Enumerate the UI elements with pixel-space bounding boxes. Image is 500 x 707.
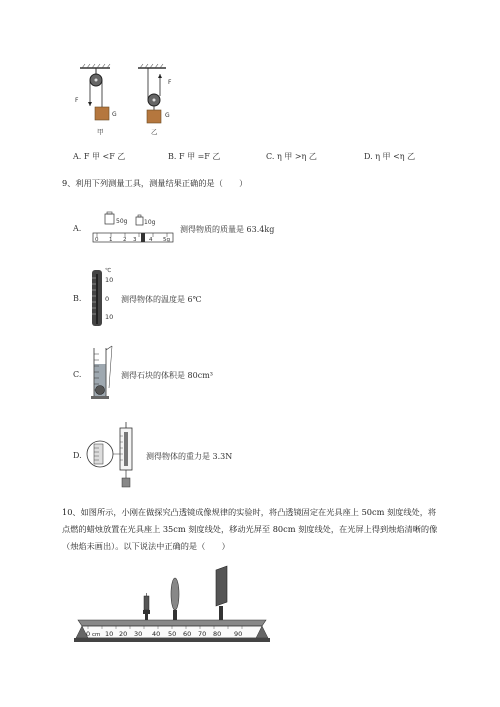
option-text: η 甲 >η 乙 bbox=[276, 152, 317, 161]
option-text: F 甲 <F 乙 bbox=[83, 152, 126, 161]
weight-50g-label: 50g bbox=[116, 218, 128, 225]
scale-tick-3: 3 bbox=[133, 237, 137, 243]
scale-tick-4: 4 bbox=[149, 237, 153, 243]
option-letter: D. bbox=[364, 152, 373, 161]
q9-option-d-text: 测得物体的重力是 3.3N bbox=[146, 452, 233, 461]
thermo-mark-mid: 0 bbox=[105, 295, 110, 303]
q8-option-a[interactable] bbox=[73, 151, 125, 162]
option-text: η 甲 <η 乙 bbox=[375, 152, 416, 161]
bench-tick-0: 0 bbox=[86, 630, 91, 638]
bench-tick-90: 90 bbox=[234, 630, 243, 638]
thermometer-unit: ℃ bbox=[105, 268, 112, 274]
bench-tick-30: 30 bbox=[134, 630, 143, 638]
option-letter: C. bbox=[266, 152, 275, 161]
q10-line-3: （烛焰未画出）。以下说法中正确的是（ ） bbox=[62, 541, 230, 551]
q9-title: 9、利用下列测量工具，测量结果正确的是（ ） bbox=[62, 178, 248, 188]
scale-tick-0: 0 bbox=[95, 237, 99, 243]
scale-tick-1: 1 bbox=[109, 237, 113, 243]
bench-tick-50: 50 bbox=[168, 630, 177, 638]
q10-line-2: 点燃的蜡烛放置在光具座上 35cm 刻度线处，移动光屏至 80cm 刻度线处，在光屏上得到烛焰清晰的像 bbox=[62, 524, 438, 534]
q9-option-c-text: 测得石块的体积是 80cm³ bbox=[121, 371, 213, 380]
q9-option-a-letter[interactable]: A. bbox=[73, 224, 82, 233]
bench-tick-60: 60 bbox=[183, 630, 192, 638]
force-right-label: F bbox=[168, 79, 172, 86]
bench-tick-40: 40 bbox=[152, 630, 161, 638]
q9-option-d-letter[interactable]: D. bbox=[73, 451, 82, 460]
weight-10g-label: 10g bbox=[144, 219, 156, 226]
right-figure-label: 乙 bbox=[151, 128, 158, 136]
pulley-figure bbox=[70, 62, 190, 140]
option-letter: A. bbox=[73, 152, 82, 161]
weight-right-label: G bbox=[165, 112, 170, 119]
q9-option-a-text: 测得物质的质量是 63.4kg bbox=[180, 225, 275, 234]
left-figure-label: 甲 bbox=[97, 128, 104, 136]
q9-option-b-letter[interactable]: B. bbox=[73, 294, 82, 303]
q8-option-c[interactable] bbox=[266, 151, 317, 162]
bench-unit: cm bbox=[92, 632, 101, 638]
spring-scale-figure bbox=[86, 420, 142, 492]
option-text: F 甲 =F 乙 bbox=[178, 152, 221, 161]
optical-bench-figure bbox=[72, 562, 272, 646]
bench-tick-10: 10 bbox=[105, 630, 114, 638]
balance-scale-figure bbox=[92, 211, 176, 247]
scale-tick-5: 5g bbox=[163, 237, 170, 243]
q10-line-1: 10、如图所示，小刚在做探究凸透镜成像规律的实验时，将凸透镜固定在光具座上 50cm 刻度线处，将 bbox=[62, 507, 437, 517]
thermometer-figure bbox=[88, 266, 120, 328]
bench-tick-70: 70 bbox=[198, 630, 207, 638]
force-left-label: F bbox=[75, 97, 79, 104]
thermo-mark-top: 10 bbox=[105, 276, 114, 284]
scale-tick-2: 2 bbox=[123, 237, 127, 243]
bench-tick-80: 80 bbox=[213, 630, 222, 638]
q8-option-d[interactable] bbox=[364, 151, 415, 162]
q8-option-b[interactable] bbox=[168, 151, 220, 162]
option-letter: B. bbox=[168, 152, 177, 161]
q9-option-c-letter[interactable]: C. bbox=[73, 370, 82, 379]
q9-option-b-text: 测得物体的温度是 6℃ bbox=[121, 295, 202, 304]
weight-left-label: G bbox=[112, 111, 117, 118]
thermo-mark-bottom: 10 bbox=[105, 313, 114, 321]
graduated-cylinder-figure bbox=[88, 344, 116, 402]
bench-tick-20: 20 bbox=[119, 630, 128, 638]
